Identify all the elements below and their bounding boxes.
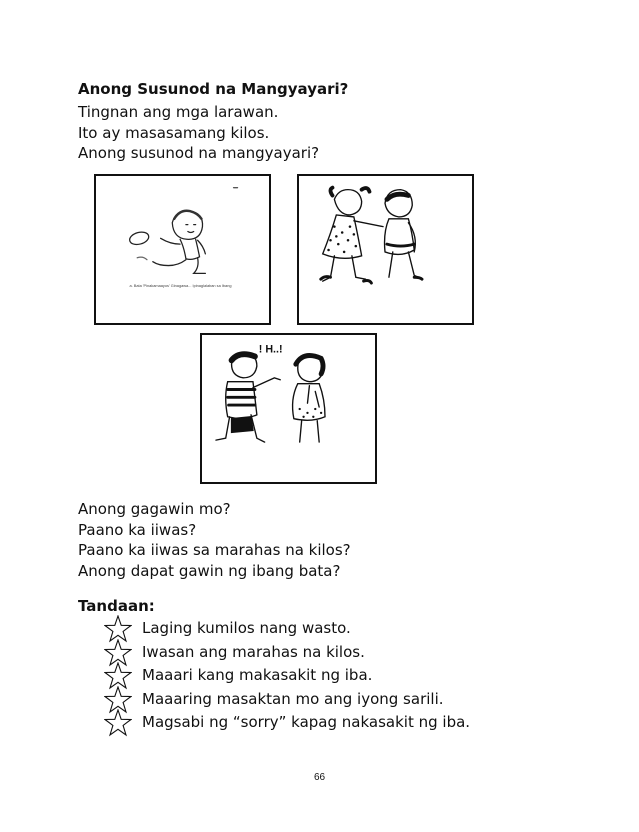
list-item-text: Maaaring masaktan mo ang iyong sarili. <box>142 689 444 708</box>
page-title: Anong Susunod na Mangyayari? <box>78 80 349 98</box>
questions <box>78 499 351 581</box>
list-item-text: Iwasan ang marahas na kilos. <box>142 642 365 661</box>
intro-line: Tingnan ang mga larawan. <box>78 103 279 121</box>
intro-text <box>78 102 319 164</box>
boy-kicking-drawing <box>96 176 269 323</box>
question-line: Anong dapat gawin ng ibang bata? <box>78 561 341 580</box>
intro-line: Anong susunod na mangyayari? <box>78 144 320 162</box>
illustration-boy-kicking <box>94 174 271 325</box>
question-line: Anong gagawin mo? <box>78 500 231 518</box>
illustration-caption: a. Bata 'Pinakamaayos' Ginagawa... Ipinaglalaban sa Ibang <box>129 282 232 288</box>
remember-heading: Tandaan: <box>78 597 155 615</box>
illustration-boy-pointing <box>200 333 377 484</box>
list-item-text: Laging kumilos nang wasto. <box>142 619 351 637</box>
speech-exclamation: ! H..! <box>258 343 283 356</box>
question-line: Paano ka iiwas? <box>78 520 197 539</box>
girl-pushing-drawing <box>299 176 472 323</box>
star-outline-icon <box>104 709 132 737</box>
list-item-text: Maaari kang makasakit ng iba. <box>142 666 373 684</box>
intro-line: Ito ay masasamang kilos. <box>78 123 270 142</box>
boy-pointing-drawing <box>202 335 375 482</box>
page-number: 66 <box>313 772 326 783</box>
question-line: Paano ka iiwas sa marahas na kilos? <box>78 541 351 559</box>
illustration-girl-pushing <box>297 174 474 325</box>
list-item-text: Magsabi ng “sorry” kapag nakasakit ng iba. <box>142 713 471 731</box>
